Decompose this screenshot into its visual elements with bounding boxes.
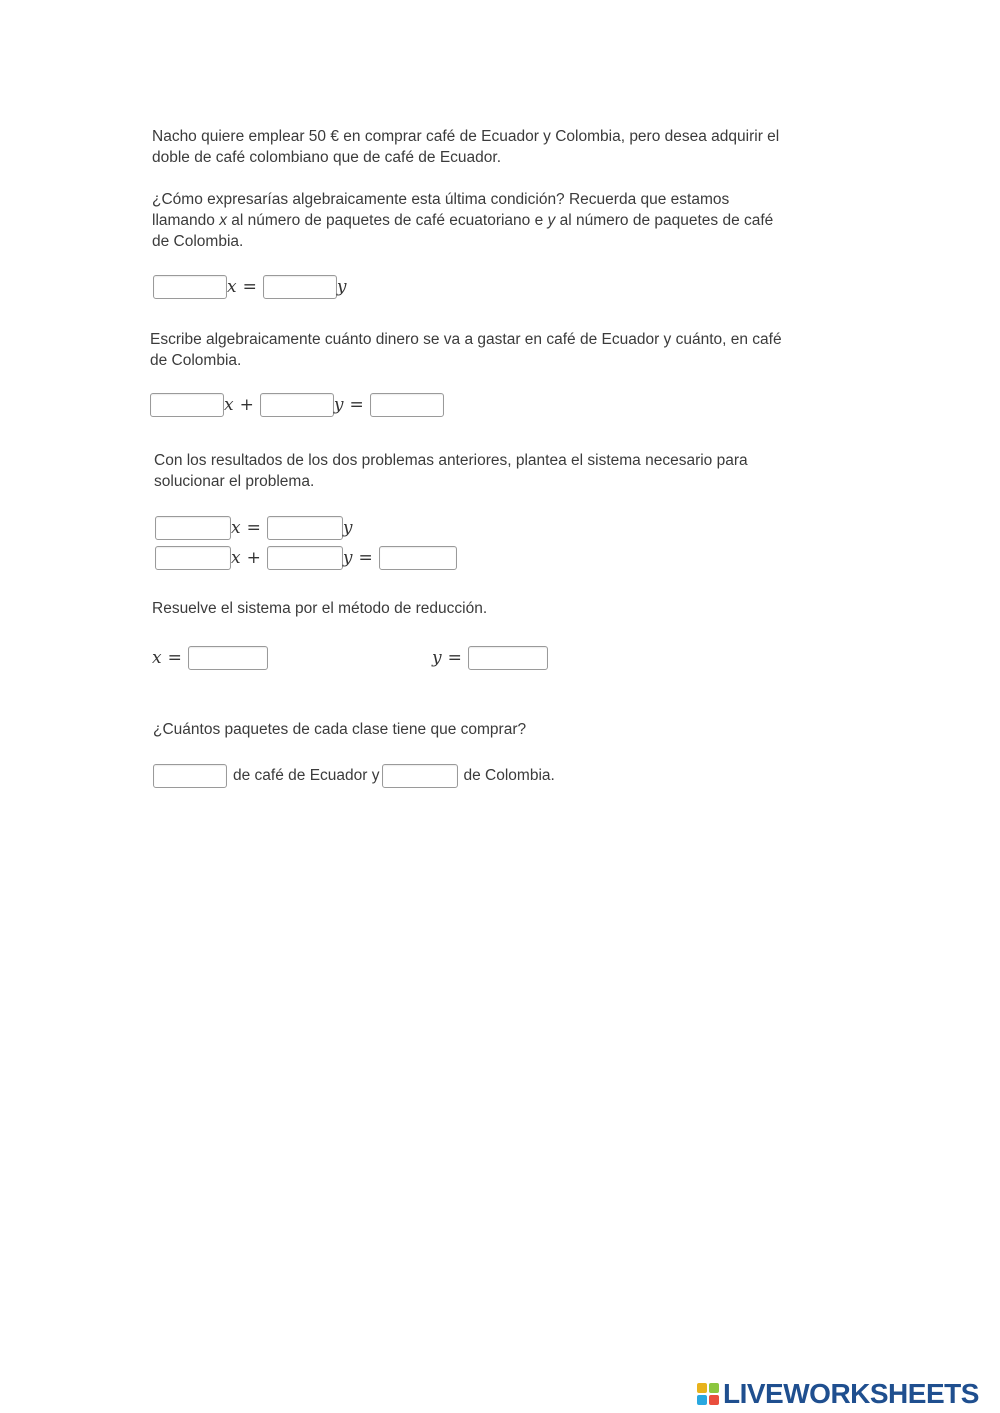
question-3-text bbox=[154, 450, 748, 492]
problem-line-2: doble de café colombiano que de café de Ecuador. bbox=[152, 149, 502, 166]
q2-equals: = bbox=[349, 395, 364, 415]
question-4-text bbox=[152, 598, 487, 619]
q2-line-1: Escribe algebraicamente cuánto dinero se va a gastar en café de Ecuador y cuánto, en café bbox=[150, 331, 782, 348]
q3-eq2-coef-x-input[interactable] bbox=[155, 546, 231, 570]
q1-equation bbox=[153, 274, 346, 300]
q3-eq1-coef-y-input[interactable] bbox=[267, 516, 343, 540]
q4-y-solution bbox=[432, 645, 548, 671]
q2-y-symbol: y bbox=[333, 395, 344, 415]
q1-coef-y-input[interactable] bbox=[263, 275, 337, 299]
q3-equation-1 bbox=[155, 515, 352, 541]
q5-answer-line bbox=[153, 763, 555, 789]
q1-y-symbol: y bbox=[336, 277, 347, 297]
q1-x-symbol: x bbox=[227, 277, 237, 297]
q4-y-equals: = bbox=[447, 648, 462, 668]
q2-line-2: de Colombia. bbox=[150, 352, 242, 369]
q1-line-1: ¿Cómo expresarías algebraicamente esta última condición? Recuerda que estamos bbox=[152, 191, 730, 208]
q3-line-1: Con los resultados de los dos problemas anteriores, plantea el sistema necesario para bbox=[154, 452, 748, 469]
problem-statement bbox=[152, 126, 779, 168]
logo-icon bbox=[697, 1383, 719, 1405]
q4-x-symbol: x bbox=[152, 648, 162, 668]
q5-line-1: ¿Cuántos paquetes de cada clase tiene que comprar? bbox=[153, 721, 527, 738]
q3-eq2-equals: = bbox=[358, 548, 373, 568]
q3-line-2: solucionar el problema. bbox=[154, 473, 315, 490]
q1-line-2b: al número de paquetes de café ecuatoriano e bbox=[226, 212, 548, 229]
q2-coef-y-input[interactable] bbox=[260, 393, 334, 417]
q5-ecuador-label: de café de Ecuador y bbox=[233, 767, 380, 784]
q2-equation bbox=[150, 392, 444, 418]
q5-ecuador-input[interactable] bbox=[153, 764, 227, 788]
q1-line-2a: llamando bbox=[152, 212, 220, 229]
q4-x-input[interactable] bbox=[188, 646, 268, 670]
q5-colombia-input[interactable] bbox=[382, 764, 458, 788]
q3-eq1-coef-x-input[interactable] bbox=[155, 516, 231, 540]
q4-x-equals: = bbox=[167, 648, 182, 668]
problem-line-1: Nacho quiere emplear 50 € en comprar café de Ecuador y Colombia, pero desea adquirir el bbox=[152, 128, 780, 145]
q1-equals: = bbox=[242, 277, 257, 297]
q4-x-solution bbox=[152, 645, 268, 671]
q4-y-symbol: y bbox=[432, 648, 442, 668]
q3-eq1-x-symbol: x bbox=[231, 518, 241, 538]
q1-coef-x-input[interactable] bbox=[153, 275, 227, 299]
question-5-text bbox=[153, 719, 526, 740]
q2-x-symbol: x bbox=[224, 395, 234, 415]
q1-line-2c: al número de paquetes de café bbox=[555, 212, 774, 229]
q4-line-1: Resuelve el sistema por el método de reducción. bbox=[152, 600, 488, 617]
q1-var-x: x bbox=[219, 212, 227, 229]
q2-total-input[interactable] bbox=[370, 393, 444, 417]
q5-colombia-label: de Colombia. bbox=[463, 767, 555, 784]
q3-eq2-y-symbol: y bbox=[342, 548, 353, 568]
q4-y-input[interactable] bbox=[468, 646, 548, 670]
q3-eq2-plus: + bbox=[246, 548, 261, 568]
q3-eq1-equals: = bbox=[246, 518, 261, 538]
q1-line-3: de Colombia. bbox=[152, 233, 244, 250]
q3-eq2-coef-y-input[interactable] bbox=[267, 546, 343, 570]
q3-eq2-total-input[interactable] bbox=[379, 546, 457, 570]
logo-text: LIVEWORKSHEETS bbox=[723, 1378, 979, 1409]
question-1-text bbox=[152, 189, 773, 252]
q3-eq2-x-symbol: x bbox=[231, 548, 241, 568]
q2-coef-x-input[interactable] bbox=[150, 393, 224, 417]
q3-eq1-y-symbol: y bbox=[342, 518, 353, 538]
liveworksheets-logo bbox=[697, 1378, 979, 1410]
question-2-text bbox=[150, 329, 782, 371]
q1-var-y: y bbox=[547, 212, 556, 229]
q3-equation-2 bbox=[155, 545, 457, 571]
q2-plus: + bbox=[239, 395, 254, 415]
